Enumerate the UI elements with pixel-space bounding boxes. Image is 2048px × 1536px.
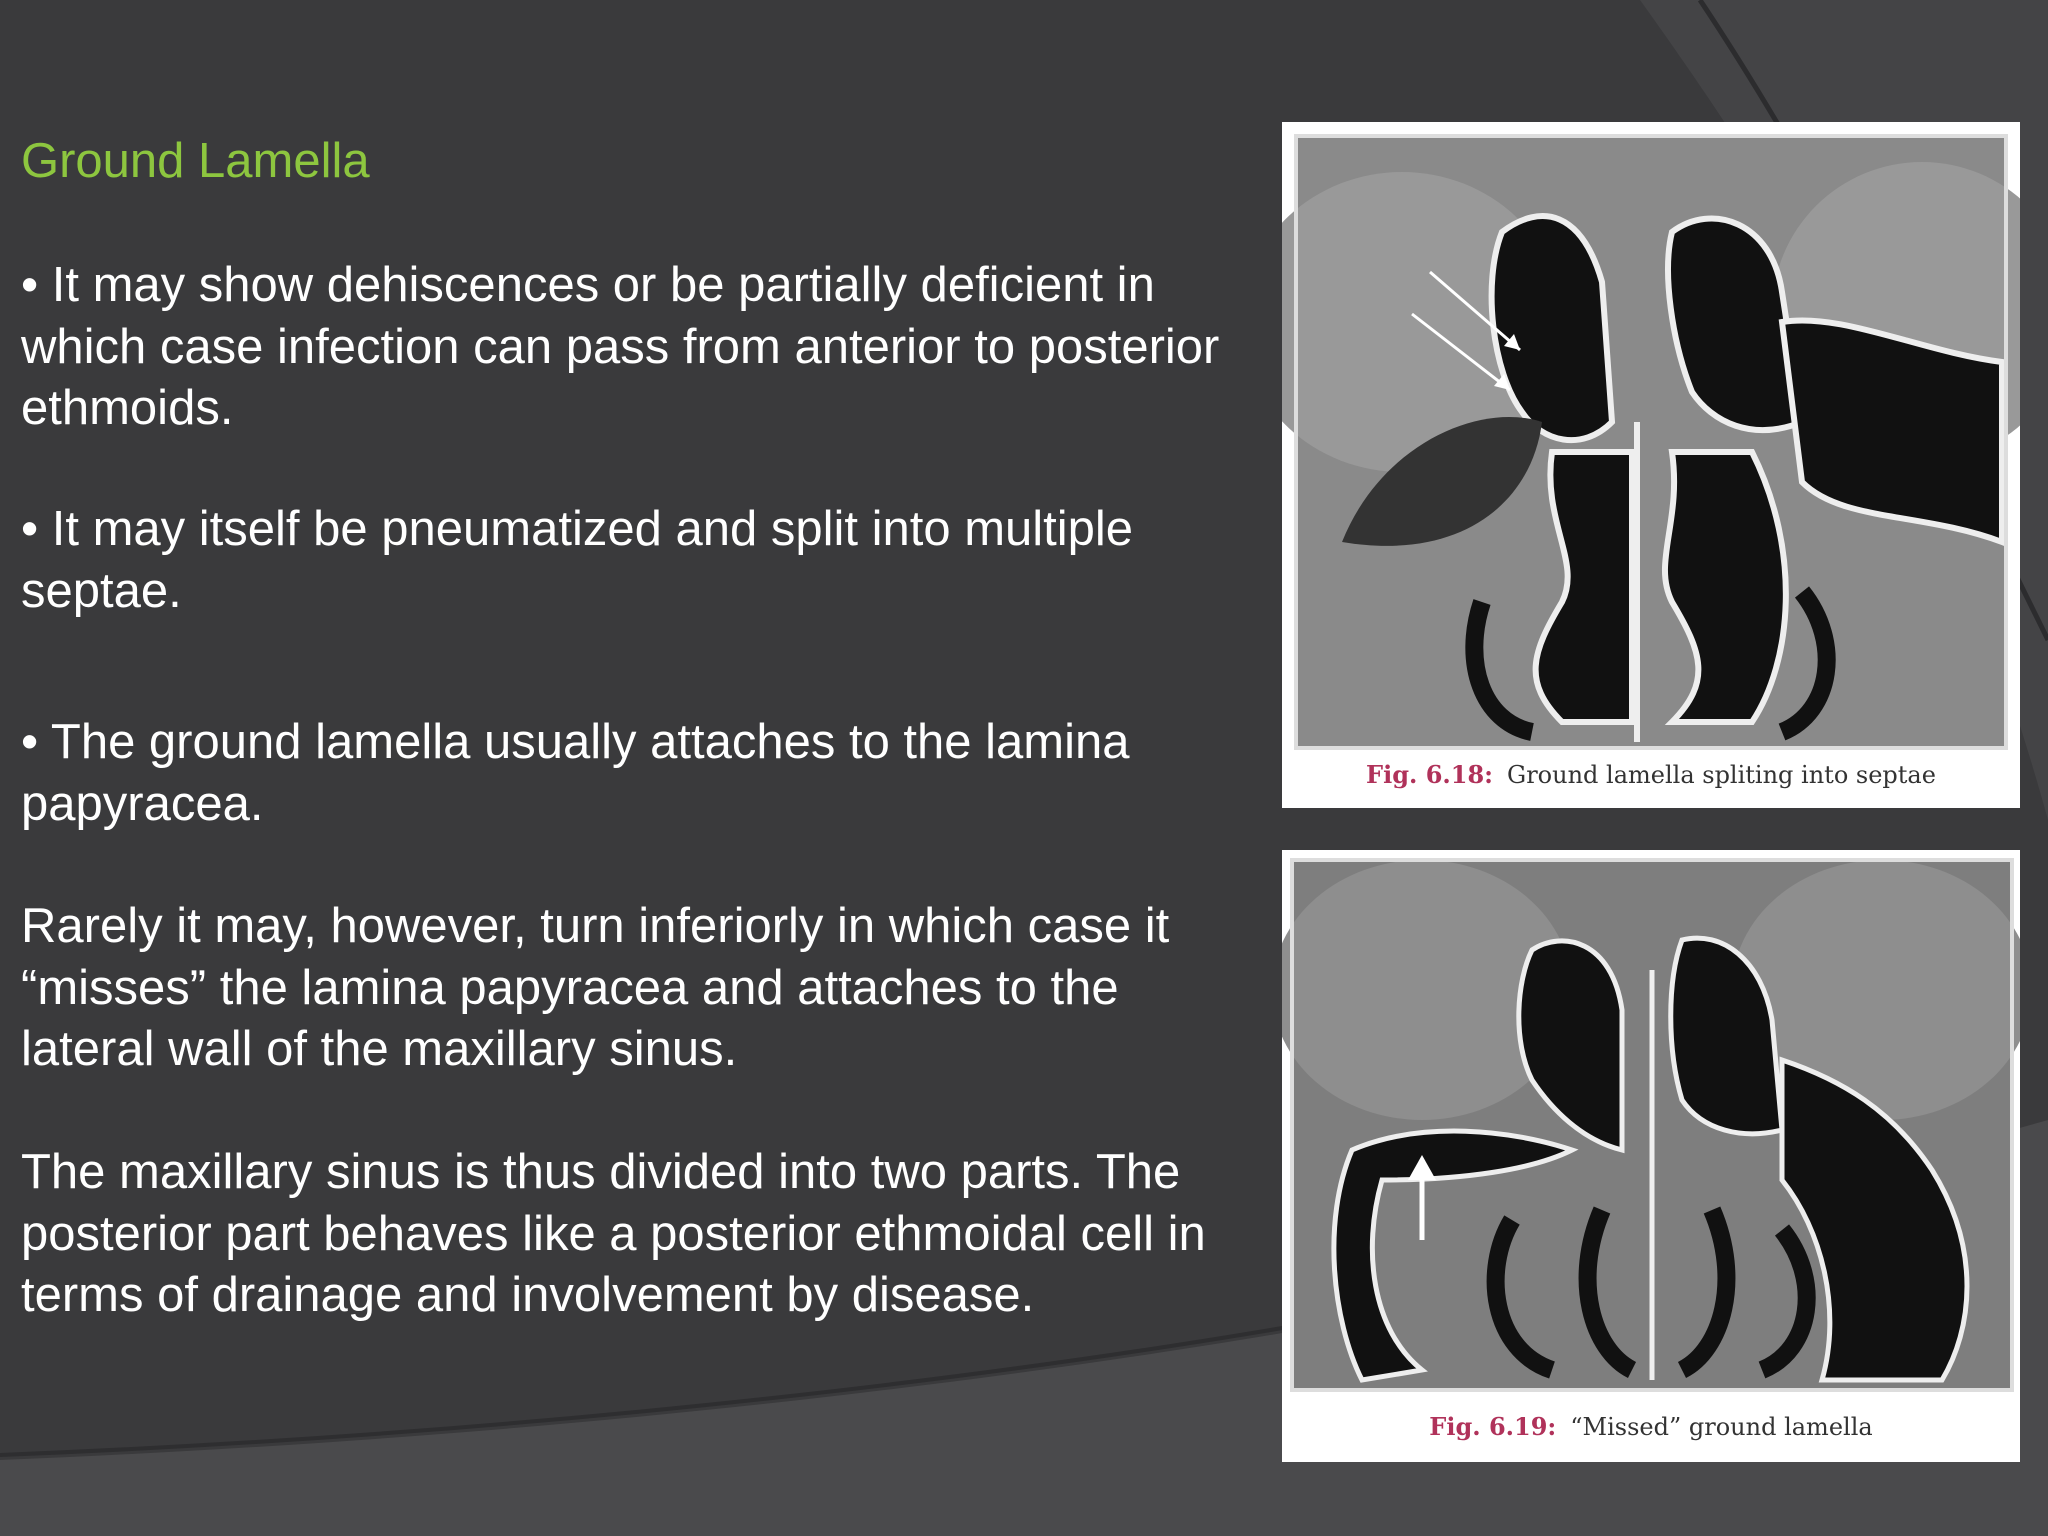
paragraph-missed-lamella: Rarely it may, however, turn inferiorly in which case it “misses” the lamina papyracea and attaches to the lateral wall of the maxillary sinus. [21, 899, 1170, 1076]
paragraph-maxillary-division: The maxillary sinus is thus divided into two parts. The posterior part behaves like a posterior ethmoidal cell in terms of drainage and involvement by disease. [21, 1145, 1206, 1322]
bullet-dehiscence: • It may show dehiscences or be partially deficient in which case infection can pass from anterior to posterior ethmoids. [21, 258, 1220, 435]
figure-ground-lamella-septae [1282, 122, 2020, 808]
slide-title: Ground Lamella [21, 134, 370, 188]
figure-caption-text-1: Ground lamella spliting into septae [1507, 761, 1936, 789]
figure-missed-ground-lamella [1282, 850, 2020, 1462]
figure-caption-1 [1282, 760, 2020, 789]
figure-label-1: Fig. 6.18: [1366, 760, 1494, 789]
figure-caption-2 [1282, 1412, 2020, 1441]
figure-caption-text-2: “Missed” ground lamella [1570, 1413, 1873, 1441]
bullet-pneumatized: • It may itself be pneumatized and split into multiple septae. [21, 502, 1134, 618]
ct-scan-image-2 [1282, 850, 2020, 1462]
bullet-attachment: • The ground lamella usually attaches to the lamina papyracea. [21, 715, 1130, 831]
ct-scan-image-1 [1282, 122, 2020, 808]
figure-label-2: Fig. 6.19: [1429, 1412, 1557, 1441]
